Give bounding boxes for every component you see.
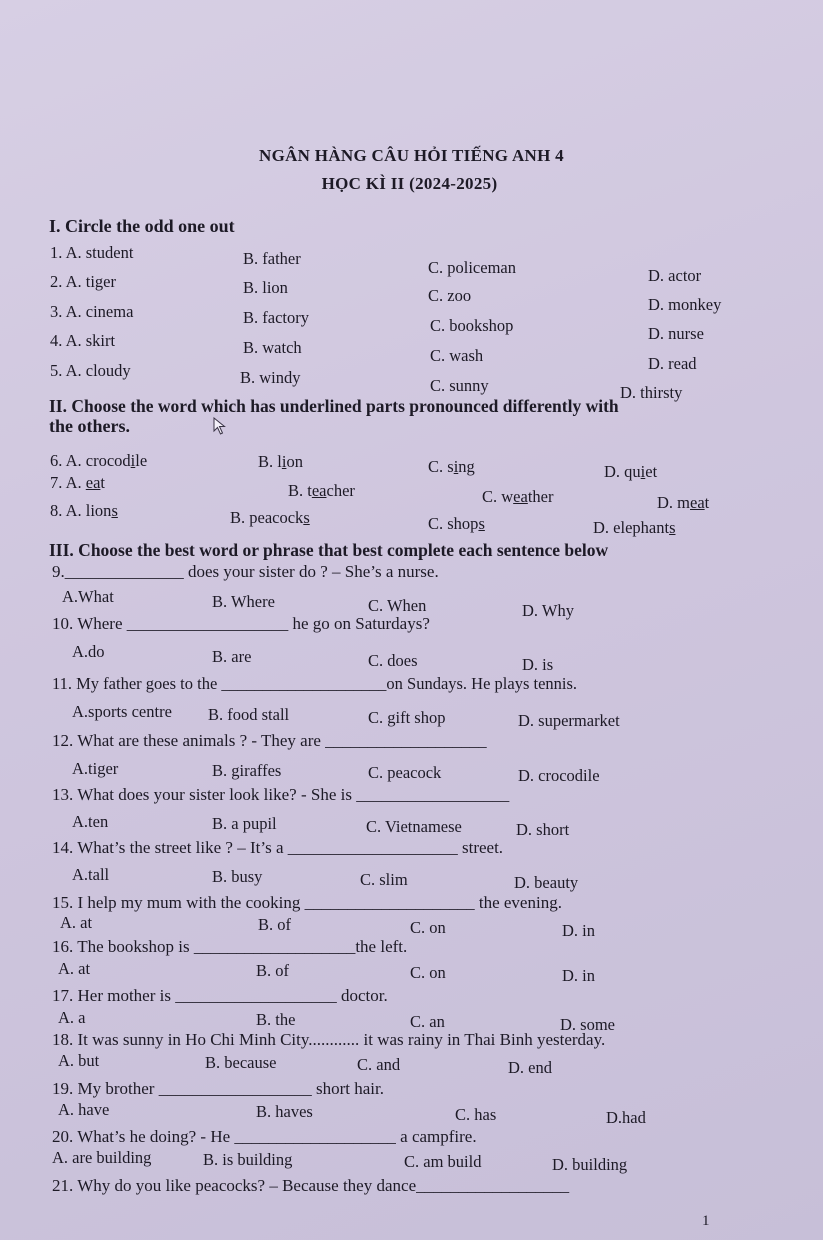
option-a: A.sports centre bbox=[72, 702, 172, 721]
option-a: A. at bbox=[60, 913, 93, 932]
option-d: D. elephants bbox=[593, 518, 676, 537]
option-a: 7. A. eat bbox=[50, 473, 106, 492]
question-stem: 13. What does your sister look like? - She is __________________ bbox=[52, 785, 510, 804]
option-a: 5. A. cloudy bbox=[50, 361, 131, 380]
option-a: A.ten bbox=[72, 812, 109, 831]
question-stem: 18. It was sunny in Ho Chi Minh City............ it was rainy in Thai Binh yesterday. bbox=[52, 1030, 606, 1049]
option-b: B. father bbox=[243, 249, 301, 268]
option-c: C. sing bbox=[428, 457, 475, 476]
option-b: B. windy bbox=[240, 368, 301, 387]
option-d: D. quiet bbox=[604, 462, 658, 481]
question-stem: 11. My father goes to the ____________________on Sundays. He plays tennis. bbox=[52, 674, 578, 693]
option-b: B. are bbox=[212, 647, 252, 666]
option-b: B. factory bbox=[243, 308, 309, 327]
option-c: C. wash bbox=[430, 346, 484, 365]
option-c: C. am build bbox=[404, 1152, 482, 1171]
option-d: D.had bbox=[606, 1108, 646, 1127]
option-d: D. Why bbox=[522, 601, 574, 620]
option-c: C. policeman bbox=[428, 258, 516, 277]
option-b: B. of bbox=[256, 961, 289, 980]
option-b: B. peacocks bbox=[230, 508, 310, 527]
section-3-heading: III. Choose the best word or phrase that best complete each sentence below bbox=[49, 540, 609, 560]
option-b: B. giraffes bbox=[212, 761, 282, 780]
option-c: C. slim bbox=[360, 870, 408, 889]
question-stem: 19. My brother __________________ short hair. bbox=[52, 1079, 384, 1098]
option-d: D. monkey bbox=[648, 295, 722, 314]
option-d: D. is bbox=[522, 655, 554, 674]
option-b: B. lion bbox=[258, 452, 303, 471]
option-a: A. are building bbox=[52, 1148, 152, 1167]
option-c: C. weather bbox=[482, 487, 554, 506]
option-b: B. a pupil bbox=[212, 814, 277, 833]
section-2-heading-line-2: the others. bbox=[49, 416, 130, 436]
option-d: D. meat bbox=[657, 493, 710, 512]
option-c: C. does bbox=[368, 651, 418, 670]
option-b: B. lion bbox=[243, 278, 288, 297]
option-c: C. When bbox=[368, 596, 427, 615]
option-d: D. read bbox=[648, 354, 697, 373]
option-b: B. Where bbox=[212, 592, 275, 611]
option-d: D. building bbox=[552, 1155, 628, 1174]
option-a: 3. A. cinema bbox=[50, 302, 134, 321]
section-2-heading-line-1: II. Choose the word which has underlined parts pronounced differently with bbox=[49, 396, 619, 416]
option-c: C. has bbox=[455, 1105, 497, 1124]
option-b: B. is building bbox=[203, 1150, 293, 1169]
option-a: A.tall bbox=[72, 865, 110, 884]
option-b: B. busy bbox=[212, 867, 263, 886]
question-stem: 21. Why do you like peacocks? – Because they dance__________________ bbox=[52, 1176, 570, 1195]
option-c: C. bookshop bbox=[430, 316, 514, 335]
option-a: A.tiger bbox=[72, 759, 119, 778]
option-c: C. on bbox=[410, 918, 446, 937]
option-b: B. watch bbox=[243, 338, 302, 357]
option-b: B. because bbox=[205, 1053, 277, 1072]
option-d: D. actor bbox=[648, 266, 702, 285]
option-b: B. food stall bbox=[208, 705, 290, 724]
option-c: C. on bbox=[410, 963, 446, 982]
option-d: D. end bbox=[508, 1058, 552, 1077]
question-stem: 16. The bookshop is ___________________the left. bbox=[52, 937, 408, 956]
option-a: 4. A. skirt bbox=[50, 331, 116, 350]
option-a: A. at bbox=[58, 959, 91, 978]
option-d: D. in bbox=[562, 966, 595, 985]
option-d: D. in bbox=[562, 921, 595, 940]
option-a: A. but bbox=[58, 1051, 100, 1070]
question-stem: 20. What’s he doing? - He ___________________ a campfire. bbox=[52, 1127, 477, 1146]
question-stem: 9.______________ does your sister do ? – She’s a nurse. bbox=[52, 562, 439, 581]
option-c: C. and bbox=[357, 1055, 401, 1074]
question-stem: 15. I help my mum with the cooking ____________________ the evening. bbox=[52, 893, 562, 912]
title-line-2: HỌC KÌ II (2024-2025) bbox=[321, 174, 498, 193]
option-d: D. supermarket bbox=[518, 711, 620, 730]
option-c: C. gift shop bbox=[368, 708, 446, 727]
title-line-1: NGÂN HÀNG CÂU HỎI TIẾNG ANH 4 bbox=[259, 146, 564, 165]
option-a: 2. A. tiger bbox=[50, 272, 116, 291]
option-c: C. Vietnamese bbox=[366, 817, 462, 836]
option-c: C. peacock bbox=[368, 763, 442, 782]
page-number: 1 bbox=[702, 1213, 710, 1229]
option-b: B. the bbox=[256, 1010, 296, 1029]
question-stem: 12. What are these animals ? - They are ___________________ bbox=[52, 731, 487, 750]
option-a: 8. A. lions bbox=[50, 501, 118, 520]
section-1-heading: I. Circle the odd one out bbox=[49, 216, 235, 236]
option-a: A. have bbox=[58, 1100, 110, 1119]
option-b: B. of bbox=[258, 915, 291, 934]
question-stem: 10. Where ___________________ he go on Saturdays? bbox=[52, 614, 430, 633]
question-stem: 17. Her mother is ___________________ doctor. bbox=[52, 986, 388, 1005]
option-d: D. thirsty bbox=[620, 383, 683, 402]
option-b: B. teacher bbox=[288, 481, 355, 500]
option-a: A. a bbox=[58, 1008, 86, 1027]
mouse-cursor-icon bbox=[213, 417, 227, 435]
option-a: 1. A. student bbox=[50, 243, 134, 262]
option-a: A.What bbox=[62, 587, 114, 606]
option-a: 6. A. crocodile bbox=[50, 451, 148, 470]
option-d: D. crocodile bbox=[518, 766, 600, 785]
question-stem: 14. What’s the street like ? – It’s a ____________________ street. bbox=[52, 838, 504, 857]
option-c: C. sunny bbox=[430, 376, 489, 395]
option-d: D. some bbox=[560, 1015, 615, 1034]
option-c: C. shops bbox=[428, 514, 485, 533]
option-c: C. zoo bbox=[428, 286, 472, 305]
option-d: D. beauty bbox=[514, 873, 579, 892]
option-a: A.do bbox=[72, 642, 105, 661]
option-b: B. haves bbox=[256, 1102, 313, 1121]
option-d: D. nurse bbox=[648, 324, 704, 343]
option-c: C. an bbox=[410, 1012, 445, 1031]
option-d: D. short bbox=[516, 820, 570, 839]
